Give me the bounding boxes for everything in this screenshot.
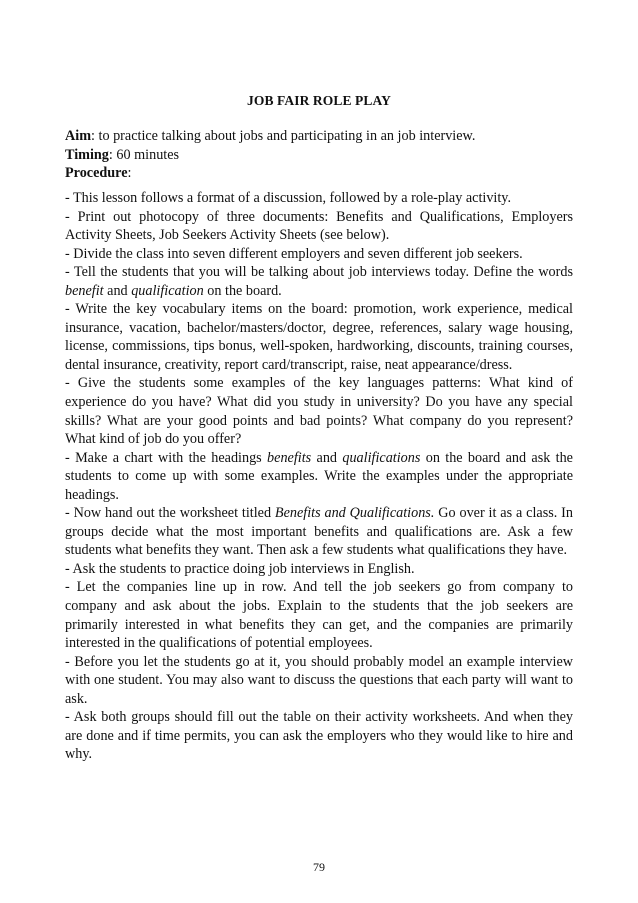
procedure-text: : [127,165,132,181]
step-emphasis: Benefits and Qualifications. [274,505,435,522]
procedure-step: - Divide the class into seven different employers and seven different job seekers. [65,245,523,262]
step-emphasis: qualification [131,282,204,299]
procedure-line [65,164,573,183]
procedure-step: - Before you let the students go at it, you should probably model an example interview with one student. You may also want to discuss the questions that each party will want to ask. [65,653,573,707]
step-text: - Now hand out the worksheet titled [65,505,275,522]
timing-text: : 60 minutes [108,146,180,163]
step-text: - Make a chart with the headings [65,449,268,466]
procedure-steps [65,189,573,764]
procedure-label: Procedure [65,165,128,181]
step-emphasis: benefits [267,449,312,466]
procedure-step [65,504,573,560]
step-text: and [311,449,343,466]
document-title: JOB FAIR ROLE PLAY [247,93,391,108]
procedure-step: - Give the students some examples of the key languages patterns: What kind of experience do you have? What did you study in university? Do you have any special skills? What are your good points and bad points? What company do you represent? What kind of job do you offer? [65,375,573,448]
step-text: - Tell the students that you will be talking about job interviews today. Define the words [65,264,573,281]
aim-text: : to practice talking about jobs and participating in an job interview. [91,128,476,144]
step-text: Go over it as a class. In groups decide what the most important benefits and qualifications are. Ask a few students what benefits they want. Then ask a few students what qualifications they have. [65,505,573,559]
page-number: 79 [313,860,325,874]
aim-line [65,127,573,146]
step-emphasis: benefit [65,282,104,299]
procedure-step: - Print out photocopy of three documents: Benefits and Qualifications, Employers Activity Sheets, Job Seekers Activity Sheets (see below). [65,208,573,244]
procedure-step [65,449,573,505]
step-text: on the board. [203,282,282,299]
timing-line [65,146,573,165]
step-text: on the board and ask the students to come up with some examples. Write the examples under the appropriate headings. [65,449,573,503]
timing-label: Timing [65,146,109,163]
procedure-step: - Write the key vocabulary items on the board: promotion, work experience, medical insurance, vacation, bachelor/masters/doctor, degree, references, salary wage housing, license, commissions, tips bonus, well-spoken, hardworking, discounts, training courses, dental insurance, creativity, report card/transcript, raise, neat appearance/dress. [65,301,573,373]
step-text: and [103,282,132,299]
document-page [65,0,573,903]
aim-label: Aim [65,128,92,144]
lesson-meta [65,127,573,183]
step-emphasis: qualifications [342,449,421,466]
procedure-step: - Ask both groups should fill out the table on their activity worksheets. And when they are done and if time permits, you can ask the employers who they would like to hire and why. [65,709,573,763]
procedure-step [65,263,573,300]
procedure-step: - Let the companies line up in row. And tell the job seekers go from company to company and ask about the jobs. Explain to the students that the job seekers are primarily interested in what benefits they can get, and the companies are primarily interested in the qualifications of potential employees. [65,579,573,652]
procedure-step: - Ask the students to practice doing job interviews in English. [65,560,415,577]
procedure-step: - This lesson follows a format of a discussion, followed by a role-play activity. [65,190,512,206]
